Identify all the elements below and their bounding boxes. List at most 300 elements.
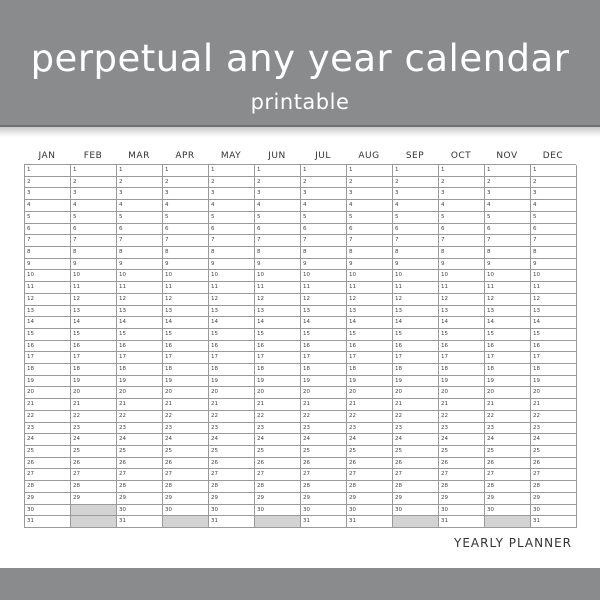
day-cell[interactable]: 7 bbox=[531, 235, 576, 247]
day-cell[interactable]: 3 bbox=[393, 188, 438, 200]
day-cell[interactable]: 2 bbox=[393, 177, 438, 189]
day-cell[interactable]: 15 bbox=[301, 329, 346, 341]
day-cell[interactable]: 16 bbox=[347, 341, 392, 353]
day-cell[interactable]: 16 bbox=[255, 341, 300, 353]
day-cell[interactable]: 1 bbox=[255, 165, 300, 177]
day-cell[interactable]: 13 bbox=[25, 306, 70, 318]
day-cell[interactable]: 18 bbox=[163, 364, 208, 376]
day-cell[interactable]: 13 bbox=[347, 306, 392, 318]
day-cell[interactable]: 23 bbox=[347, 423, 392, 435]
day-cell[interactable]: 21 bbox=[71, 399, 116, 411]
day-cell[interactable]: 6 bbox=[255, 224, 300, 236]
day-cell[interactable]: 18 bbox=[117, 364, 162, 376]
day-cell[interactable]: 21 bbox=[393, 399, 438, 411]
day-cell[interactable]: 24 bbox=[71, 434, 116, 446]
day-cell[interactable]: 17 bbox=[485, 352, 530, 364]
day-cell[interactable]: 20 bbox=[255, 387, 300, 399]
day-cell[interactable]: 24 bbox=[485, 434, 530, 446]
day-cell[interactable]: 15 bbox=[209, 329, 254, 341]
day-cell[interactable]: 20 bbox=[117, 387, 162, 399]
day-cell[interactable]: 6 bbox=[393, 224, 438, 236]
day-cell[interactable]: 22 bbox=[393, 411, 438, 423]
day-cell[interactable]: 4 bbox=[255, 200, 300, 212]
day-cell[interactable]: 23 bbox=[25, 423, 70, 435]
day-cell[interactable]: 25 bbox=[255, 446, 300, 458]
day-cell[interactable]: 15 bbox=[163, 329, 208, 341]
day-cell[interactable]: 25 bbox=[163, 446, 208, 458]
day-cell[interactable]: 4 bbox=[347, 200, 392, 212]
day-cell[interactable]: 21 bbox=[347, 399, 392, 411]
day-cell[interactable]: 20 bbox=[393, 387, 438, 399]
day-cell[interactable]: 19 bbox=[163, 376, 208, 388]
day-cell[interactable]: 1 bbox=[163, 165, 208, 177]
day-cell[interactable]: 14 bbox=[71, 317, 116, 329]
day-cell[interactable]: 1 bbox=[301, 165, 346, 177]
day-cell[interactable]: 10 bbox=[301, 270, 346, 282]
day-cell[interactable]: 10 bbox=[71, 270, 116, 282]
day-cell[interactable]: 7 bbox=[117, 235, 162, 247]
day-cell[interactable]: 16 bbox=[25, 341, 70, 353]
day-cell[interactable]: 5 bbox=[71, 212, 116, 224]
day-cell[interactable]: 22 bbox=[25, 411, 70, 423]
day-cell[interactable]: 10 bbox=[393, 270, 438, 282]
day-cell[interactable]: 28 bbox=[485, 481, 530, 493]
day-cell[interactable]: 9 bbox=[117, 259, 162, 271]
day-cell[interactable]: 24 bbox=[209, 434, 254, 446]
day-cell[interactable]: 15 bbox=[393, 329, 438, 341]
day-cell[interactable]: 27 bbox=[163, 469, 208, 481]
day-cell[interactable]: 9 bbox=[439, 259, 484, 271]
day-cell[interactable]: 28 bbox=[71, 481, 116, 493]
day-cell[interactable]: 18 bbox=[347, 364, 392, 376]
day-cell[interactable]: 8 bbox=[347, 247, 392, 259]
day-cell[interactable]: 17 bbox=[163, 352, 208, 364]
day-cell[interactable]: 22 bbox=[347, 411, 392, 423]
day-cell[interactable]: 28 bbox=[439, 481, 484, 493]
day-cell[interactable]: 5 bbox=[439, 212, 484, 224]
day-cell[interactable]: 13 bbox=[439, 306, 484, 318]
day-cell[interactable]: 1 bbox=[25, 165, 70, 177]
day-cell[interactable]: 31 bbox=[347, 516, 392, 528]
day-cell[interactable]: 8 bbox=[485, 247, 530, 259]
day-cell[interactable]: 30 bbox=[163, 505, 208, 517]
day-cell[interactable]: 29 bbox=[209, 493, 254, 505]
day-cell[interactable]: 20 bbox=[347, 387, 392, 399]
day-cell[interactable]: 28 bbox=[347, 481, 392, 493]
day-cell[interactable]: 22 bbox=[163, 411, 208, 423]
day-cell[interactable]: 14 bbox=[163, 317, 208, 329]
day-cell[interactable]: 3 bbox=[71, 188, 116, 200]
day-cell[interactable]: 23 bbox=[209, 423, 254, 435]
day-cell[interactable]: 13 bbox=[255, 306, 300, 318]
day-cell[interactable]: 27 bbox=[485, 469, 530, 481]
day-cell[interactable]: 9 bbox=[209, 259, 254, 271]
day-cell[interactable]: 12 bbox=[347, 294, 392, 306]
day-cell[interactable]: 12 bbox=[255, 294, 300, 306]
day-cell[interactable]: 26 bbox=[347, 458, 392, 470]
day-cell[interactable]: 4 bbox=[531, 200, 576, 212]
day-cell[interactable]: 1 bbox=[485, 165, 530, 177]
day-cell[interactable]: 4 bbox=[117, 200, 162, 212]
day-cell[interactable]: 16 bbox=[117, 341, 162, 353]
day-cell[interactable]: 20 bbox=[531, 387, 576, 399]
day-cell[interactable]: 23 bbox=[531, 423, 576, 435]
day-cell[interactable]: 16 bbox=[439, 341, 484, 353]
day-cell[interactable]: 28 bbox=[393, 481, 438, 493]
day-cell[interactable]: 19 bbox=[117, 376, 162, 388]
day-cell[interactable]: 9 bbox=[393, 259, 438, 271]
day-cell[interactable]: 11 bbox=[117, 282, 162, 294]
day-cell[interactable]: 27 bbox=[439, 469, 484, 481]
day-cell[interactable]: 29 bbox=[255, 493, 300, 505]
day-cell[interactable]: 27 bbox=[531, 469, 576, 481]
day-cell[interactable]: 30 bbox=[209, 505, 254, 517]
day-cell[interactable]: 26 bbox=[439, 458, 484, 470]
day-cell[interactable]: 4 bbox=[393, 200, 438, 212]
day-cell[interactable]: 22 bbox=[301, 411, 346, 423]
day-cell[interactable]: 30 bbox=[439, 505, 484, 517]
day-cell[interactable]: 28 bbox=[163, 481, 208, 493]
day-cell[interactable]: 28 bbox=[301, 481, 346, 493]
day-cell[interactable]: 31 bbox=[209, 516, 254, 528]
day-cell[interactable]: 3 bbox=[209, 188, 254, 200]
day-cell[interactable]: 21 bbox=[25, 399, 70, 411]
day-cell[interactable]: 8 bbox=[393, 247, 438, 259]
day-cell[interactable]: 16 bbox=[163, 341, 208, 353]
day-cell[interactable]: 20 bbox=[25, 387, 70, 399]
day-cell[interactable]: 25 bbox=[531, 446, 576, 458]
day-cell[interactable]: 20 bbox=[485, 387, 530, 399]
day-cell[interactable]: 11 bbox=[485, 282, 530, 294]
day-cell[interactable]: 17 bbox=[531, 352, 576, 364]
day-cell[interactable]: 18 bbox=[209, 364, 254, 376]
day-cell[interactable]: 9 bbox=[485, 259, 530, 271]
day-cell[interactable]: 17 bbox=[439, 352, 484, 364]
day-cell[interactable]: 5 bbox=[117, 212, 162, 224]
day-cell[interactable]: 24 bbox=[117, 434, 162, 446]
day-cell[interactable]: 15 bbox=[117, 329, 162, 341]
day-cell[interactable]: 4 bbox=[485, 200, 530, 212]
day-cell[interactable]: 3 bbox=[531, 188, 576, 200]
day-cell[interactable]: 18 bbox=[255, 364, 300, 376]
day-cell[interactable]: 12 bbox=[117, 294, 162, 306]
day-cell[interactable]: 14 bbox=[439, 317, 484, 329]
day-cell[interactable]: 25 bbox=[301, 446, 346, 458]
day-cell[interactable]: 29 bbox=[485, 493, 530, 505]
day-cell[interactable]: 14 bbox=[531, 317, 576, 329]
day-cell[interactable]: 19 bbox=[347, 376, 392, 388]
day-cell[interactable]: 5 bbox=[347, 212, 392, 224]
day-cell[interactable]: 15 bbox=[71, 329, 116, 341]
day-cell[interactable]: 24 bbox=[25, 434, 70, 446]
day-cell[interactable]: 9 bbox=[163, 259, 208, 271]
day-cell[interactable]: 12 bbox=[71, 294, 116, 306]
day-cell[interactable]: 5 bbox=[25, 212, 70, 224]
day-cell[interactable]: 23 bbox=[485, 423, 530, 435]
day-cell[interactable]: 13 bbox=[301, 306, 346, 318]
day-cell[interactable]: 13 bbox=[71, 306, 116, 318]
day-cell[interactable]: 12 bbox=[439, 294, 484, 306]
day-cell[interactable]: 1 bbox=[531, 165, 576, 177]
day-cell[interactable]: 28 bbox=[255, 481, 300, 493]
day-cell[interactable]: 15 bbox=[255, 329, 300, 341]
day-cell[interactable]: 21 bbox=[163, 399, 208, 411]
day-cell[interactable]: 21 bbox=[531, 399, 576, 411]
day-cell[interactable]: 5 bbox=[301, 212, 346, 224]
day-cell[interactable]: 2 bbox=[117, 177, 162, 189]
day-cell[interactable]: 7 bbox=[485, 235, 530, 247]
day-cell[interactable]: 9 bbox=[301, 259, 346, 271]
day-cell[interactable]: 3 bbox=[163, 188, 208, 200]
day-cell[interactable]: 6 bbox=[439, 224, 484, 236]
day-cell[interactable]: 16 bbox=[301, 341, 346, 353]
day-cell[interactable]: 19 bbox=[25, 376, 70, 388]
day-cell[interactable]: 6 bbox=[163, 224, 208, 236]
day-cell[interactable]: 27 bbox=[393, 469, 438, 481]
day-cell[interactable]: 7 bbox=[439, 235, 484, 247]
day-cell[interactable]: 26 bbox=[71, 458, 116, 470]
day-cell[interactable]: 12 bbox=[393, 294, 438, 306]
day-cell[interactable]: 10 bbox=[25, 270, 70, 282]
day-cell[interactable]: 24 bbox=[163, 434, 208, 446]
day-cell[interactable]: 29 bbox=[117, 493, 162, 505]
day-cell[interactable]: 11 bbox=[393, 282, 438, 294]
day-cell[interactable]: 26 bbox=[255, 458, 300, 470]
day-cell[interactable]: 11 bbox=[531, 282, 576, 294]
day-cell[interactable]: 3 bbox=[485, 188, 530, 200]
day-cell[interactable]: 13 bbox=[209, 306, 254, 318]
day-cell[interactable]: 26 bbox=[209, 458, 254, 470]
day-cell[interactable]: 15 bbox=[439, 329, 484, 341]
day-cell[interactable]: 10 bbox=[209, 270, 254, 282]
day-cell[interactable]: 22 bbox=[255, 411, 300, 423]
day-cell[interactable]: 27 bbox=[255, 469, 300, 481]
day-cell[interactable]: 19 bbox=[301, 376, 346, 388]
day-cell[interactable]: 28 bbox=[531, 481, 576, 493]
day-cell[interactable]: 23 bbox=[71, 423, 116, 435]
day-cell[interactable]: 19 bbox=[393, 376, 438, 388]
day-cell[interactable]: 27 bbox=[301, 469, 346, 481]
day-cell[interactable]: 7 bbox=[347, 235, 392, 247]
day-cell[interactable]: 28 bbox=[117, 481, 162, 493]
day-cell[interactable]: 18 bbox=[301, 364, 346, 376]
day-cell[interactable]: 8 bbox=[531, 247, 576, 259]
day-cell[interactable]: 14 bbox=[485, 317, 530, 329]
day-cell[interactable]: 7 bbox=[25, 235, 70, 247]
day-cell[interactable]: 2 bbox=[163, 177, 208, 189]
day-cell[interactable]: 12 bbox=[163, 294, 208, 306]
day-cell[interactable]: 6 bbox=[485, 224, 530, 236]
day-cell[interactable]: 31 bbox=[117, 516, 162, 528]
day-cell[interactable]: 21 bbox=[301, 399, 346, 411]
day-cell[interactable]: 19 bbox=[485, 376, 530, 388]
day-cell[interactable]: 8 bbox=[301, 247, 346, 259]
day-cell[interactable]: 4 bbox=[71, 200, 116, 212]
day-cell[interactable]: 4 bbox=[25, 200, 70, 212]
day-cell[interactable]: 15 bbox=[25, 329, 70, 341]
day-cell[interactable]: 14 bbox=[255, 317, 300, 329]
day-cell[interactable]: 14 bbox=[117, 317, 162, 329]
day-cell[interactable]: 30 bbox=[301, 505, 346, 517]
day-cell[interactable]: 24 bbox=[347, 434, 392, 446]
day-cell[interactable]: 17 bbox=[117, 352, 162, 364]
day-cell[interactable]: 29 bbox=[347, 493, 392, 505]
day-cell[interactable]: 5 bbox=[209, 212, 254, 224]
day-cell[interactable]: 10 bbox=[439, 270, 484, 282]
day-cell[interactable]: 13 bbox=[117, 306, 162, 318]
day-cell[interactable]: 31 bbox=[531, 516, 576, 528]
day-cell[interactable]: 6 bbox=[209, 224, 254, 236]
day-cell[interactable]: 25 bbox=[209, 446, 254, 458]
day-cell[interactable]: 4 bbox=[301, 200, 346, 212]
day-cell[interactable]: 10 bbox=[255, 270, 300, 282]
day-cell[interactable]: 19 bbox=[439, 376, 484, 388]
day-cell[interactable]: 20 bbox=[163, 387, 208, 399]
day-cell[interactable]: 12 bbox=[485, 294, 530, 306]
day-cell[interactable]: 29 bbox=[531, 493, 576, 505]
day-cell[interactable]: 26 bbox=[393, 458, 438, 470]
day-cell[interactable]: 10 bbox=[163, 270, 208, 282]
day-cell[interactable]: 26 bbox=[531, 458, 576, 470]
day-cell[interactable]: 30 bbox=[393, 505, 438, 517]
day-cell[interactable]: 8 bbox=[255, 247, 300, 259]
day-cell[interactable]: 18 bbox=[25, 364, 70, 376]
day-cell[interactable]: 20 bbox=[439, 387, 484, 399]
day-cell[interactable]: 1 bbox=[209, 165, 254, 177]
day-cell[interactable]: 25 bbox=[485, 446, 530, 458]
day-cell[interactable]: 23 bbox=[301, 423, 346, 435]
day-cell[interactable]: 5 bbox=[531, 212, 576, 224]
day-cell[interactable]: 24 bbox=[301, 434, 346, 446]
day-cell[interactable]: 25 bbox=[71, 446, 116, 458]
day-cell[interactable]: 24 bbox=[531, 434, 576, 446]
day-cell[interactable]: 23 bbox=[393, 423, 438, 435]
day-cell[interactable]: 4 bbox=[163, 200, 208, 212]
day-cell[interactable]: 1 bbox=[347, 165, 392, 177]
day-cell[interactable]: 18 bbox=[393, 364, 438, 376]
day-cell[interactable]: 22 bbox=[117, 411, 162, 423]
day-cell[interactable]: 8 bbox=[117, 247, 162, 259]
day-cell[interactable]: 17 bbox=[347, 352, 392, 364]
day-cell[interactable]: 3 bbox=[117, 188, 162, 200]
day-cell[interactable]: 6 bbox=[531, 224, 576, 236]
day-cell[interactable]: 4 bbox=[209, 200, 254, 212]
day-cell[interactable]: 22 bbox=[531, 411, 576, 423]
day-cell[interactable]: 6 bbox=[117, 224, 162, 236]
day-cell[interactable]: 21 bbox=[117, 399, 162, 411]
day-cell[interactable]: 2 bbox=[301, 177, 346, 189]
day-cell[interactable]: 27 bbox=[347, 469, 392, 481]
day-cell[interactable]: 22 bbox=[209, 411, 254, 423]
day-cell[interactable]: 11 bbox=[71, 282, 116, 294]
day-cell[interactable]: 13 bbox=[485, 306, 530, 318]
day-cell[interactable]: 30 bbox=[485, 505, 530, 517]
day-cell[interactable]: 2 bbox=[255, 177, 300, 189]
day-cell[interactable]: 20 bbox=[301, 387, 346, 399]
day-cell[interactable]: 17 bbox=[255, 352, 300, 364]
day-cell[interactable]: 25 bbox=[439, 446, 484, 458]
day-cell[interactable]: 29 bbox=[25, 493, 70, 505]
day-cell[interactable]: 8 bbox=[25, 247, 70, 259]
day-cell[interactable]: 7 bbox=[301, 235, 346, 247]
day-cell[interactable]: 16 bbox=[485, 341, 530, 353]
day-cell[interactable]: 7 bbox=[393, 235, 438, 247]
day-cell[interactable]: 4 bbox=[439, 200, 484, 212]
day-cell[interactable]: 8 bbox=[71, 247, 116, 259]
day-cell[interactable]: 14 bbox=[393, 317, 438, 329]
day-cell[interactable]: 11 bbox=[301, 282, 346, 294]
day-cell[interactable]: 6 bbox=[71, 224, 116, 236]
day-cell[interactable]: 22 bbox=[439, 411, 484, 423]
day-cell[interactable]: 2 bbox=[347, 177, 392, 189]
day-cell[interactable]: 27 bbox=[117, 469, 162, 481]
day-cell[interactable]: 1 bbox=[117, 165, 162, 177]
day-cell[interactable]: 7 bbox=[209, 235, 254, 247]
day-cell[interactable]: 28 bbox=[25, 481, 70, 493]
day-cell[interactable]: 6 bbox=[301, 224, 346, 236]
day-cell[interactable]: 23 bbox=[439, 423, 484, 435]
day-cell[interactable]: 10 bbox=[347, 270, 392, 282]
day-cell[interactable]: 9 bbox=[347, 259, 392, 271]
day-cell[interactable]: 30 bbox=[117, 505, 162, 517]
day-cell[interactable]: 9 bbox=[25, 259, 70, 271]
day-cell[interactable]: 22 bbox=[71, 411, 116, 423]
day-cell[interactable]: 27 bbox=[25, 469, 70, 481]
day-cell[interactable]: 12 bbox=[301, 294, 346, 306]
day-cell[interactable]: 3 bbox=[439, 188, 484, 200]
day-cell[interactable]: 29 bbox=[301, 493, 346, 505]
day-cell[interactable]: 12 bbox=[25, 294, 70, 306]
day-cell[interactable]: 12 bbox=[531, 294, 576, 306]
day-cell[interactable]: 27 bbox=[209, 469, 254, 481]
day-cell[interactable]: 24 bbox=[393, 434, 438, 446]
day-cell[interactable]: 26 bbox=[117, 458, 162, 470]
day-cell[interactable]: 21 bbox=[439, 399, 484, 411]
day-cell[interactable]: 23 bbox=[255, 423, 300, 435]
day-cell[interactable]: 2 bbox=[439, 177, 484, 189]
day-cell[interactable]: 8 bbox=[163, 247, 208, 259]
day-cell[interactable]: 14 bbox=[209, 317, 254, 329]
day-cell[interactable]: 15 bbox=[347, 329, 392, 341]
day-cell[interactable]: 21 bbox=[485, 399, 530, 411]
day-cell[interactable]: 7 bbox=[71, 235, 116, 247]
day-cell[interactable]: 29 bbox=[163, 493, 208, 505]
day-cell[interactable]: 24 bbox=[439, 434, 484, 446]
day-cell[interactable]: 30 bbox=[25, 505, 70, 517]
day-cell[interactable]: 26 bbox=[301, 458, 346, 470]
day-cell[interactable]: 17 bbox=[25, 352, 70, 364]
day-cell[interactable]: 16 bbox=[71, 341, 116, 353]
day-cell[interactable]: 30 bbox=[347, 505, 392, 517]
day-cell[interactable]: 11 bbox=[163, 282, 208, 294]
day-cell[interactable]: 2 bbox=[25, 177, 70, 189]
day-cell[interactable]: 13 bbox=[531, 306, 576, 318]
day-cell[interactable]: 25 bbox=[347, 446, 392, 458]
day-cell[interactable]: 18 bbox=[485, 364, 530, 376]
day-cell[interactable]: 19 bbox=[531, 376, 576, 388]
day-cell[interactable]: 13 bbox=[163, 306, 208, 318]
day-cell[interactable]: 21 bbox=[255, 399, 300, 411]
day-cell[interactable]: 2 bbox=[531, 177, 576, 189]
day-cell[interactable]: 5 bbox=[393, 212, 438, 224]
day-cell[interactable]: 14 bbox=[301, 317, 346, 329]
day-cell[interactable]: 10 bbox=[117, 270, 162, 282]
day-cell[interactable]: 25 bbox=[393, 446, 438, 458]
day-cell[interactable]: 18 bbox=[439, 364, 484, 376]
day-cell[interactable]: 19 bbox=[255, 376, 300, 388]
day-cell[interactable]: 6 bbox=[347, 224, 392, 236]
day-cell[interactable]: 11 bbox=[255, 282, 300, 294]
